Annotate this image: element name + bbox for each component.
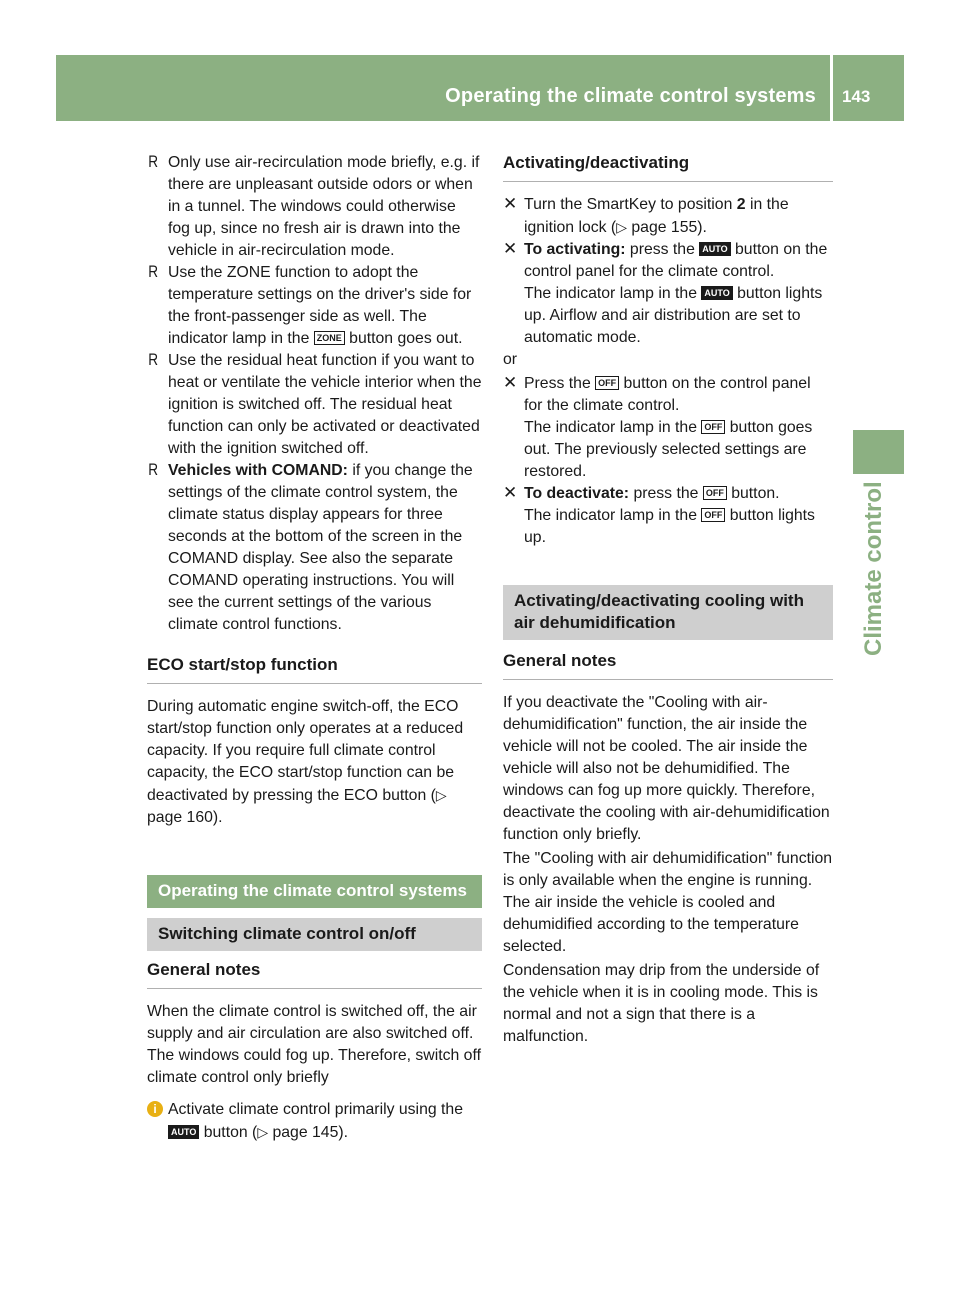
bullet-r-icon: R (148, 350, 159, 369)
activating-heading: Activating/deactivating (503, 152, 833, 182)
step-x-icon: ✕ (503, 483, 518, 502)
auto-button-icon: AUTO (701, 286, 732, 300)
eco-heading: ECO start/stop function (147, 654, 482, 684)
header-divider (830, 55, 833, 121)
general-notes-heading: General notes (503, 650, 833, 680)
off-button-icon: OFF (703, 486, 727, 500)
general-notes-paragraph: When the climate control is switched off, the air supply and air circulation are also switched off. The windows could fog up. Therefore, switch off climate control only briefly (147, 1003, 481, 1086)
auto-button-icon: AUTO (699, 242, 730, 256)
steps-list (503, 373, 833, 549)
left-column (147, 152, 482, 1144)
subsection-title: Switching climate control on/off (147, 918, 482, 951)
list-item: ✕ To deactivate: press the OFF button. The indicator lamp in the OFF button lights up. (503, 483, 815, 546)
right-column (503, 152, 833, 1050)
page-ref-link[interactable]: page 145 (272, 1124, 339, 1141)
step-x-icon: ✕ (503, 194, 518, 213)
page-ref-link[interactable]: page 155 (631, 219, 698, 236)
page-number: 143 (842, 87, 871, 106)
info-note: i Activate climate control primarily using the AUTO button (▷ page 145). (147, 1099, 482, 1144)
list-item: ✕ Press the OFF button on the control panel for the climate control. The indicator lamp in the OFF button goes out. The previously selected settings are restored. (503, 373, 813, 480)
page-ref-arrow-icon: ▷ (616, 219, 627, 235)
off-button-icon: OFF (595, 376, 619, 390)
eco-paragraph: During automatic engine switch-off, the ECO start/stop function only operates at a reduced capacity. If you require full climate control capacity, the ECO start/stop function can be deactivated by pressing the ECO button (▷ page 160). (147, 698, 464, 826)
list-item: R Use the residual heat function if you want to heat or ventilate the vehicle interior when the ignition is switched off. The residual heat function can only be activated or deactivated with the ignition switched off. (148, 350, 482, 457)
paragraph: If you deactivate the "Cooling with air-dehumidification" function, the air inside the vehicle will not be cooled. The air inside the vehicle will also not be dehumidified. The windows can fog up more quickly. Therefore, deactivate the cooling with air-dehumidification function only briefly. (503, 694, 830, 843)
off-button-icon: OFF (701, 508, 725, 522)
step-x-icon: ✕ (503, 239, 518, 258)
list-item: R Use the ZONE function to adopt the temperature settings on the driver's side for the front-passenger side as well. The indicator lamp in the ZONE button goes out. (148, 262, 472, 347)
list-item: R Only use air-recirculation mode briefly, e.g. if there are unpleasant outside odors or when in a tunnel. The windows could otherwise fog up, since no fresh air is drawn into the vehicle in air-recirculation mode. (148, 152, 480, 259)
step-x-icon: ✕ (503, 373, 518, 392)
subsection-title: Activating/deactivating cooling with air dehumidification (503, 585, 833, 640)
bullet-r-icon: R (148, 152, 159, 171)
list-item: R Vehicles with COMAND: if you change the settings of the climate control system, the climate status display appears for three seconds at the bottom of the screen in the COMAND display. See also the separate COMAND operating instructions. You will see the current settings of the various climate control functions. (148, 460, 473, 633)
list-item: ✕ Turn the SmartKey to position 2 in the ignition lock (▷ page 155). (503, 194, 789, 236)
tips-list (147, 152, 482, 636)
side-tab-marker (853, 430, 904, 474)
or-separator: or (503, 351, 518, 368)
off-button-icon: OFF (701, 420, 725, 434)
list-item: ✕ To activating: press the AUTO button on the control panel for the climate control. The indicator lamp in the AUTO button lights up. Airflow and air distribution are set to automatic mode. (503, 239, 828, 346)
bullet-r-icon: R (148, 262, 159, 281)
page-header (56, 55, 904, 121)
header-title: Operating the climate control systems (445, 85, 816, 107)
info-icon: i (147, 1101, 163, 1117)
zone-button-icon: ZONE (314, 331, 345, 345)
steps-list (503, 194, 833, 349)
paragraph: The "Cooling with air dehumidification" function is only available when the engine is running. The air inside the vehicle is cooled and dehumidified according to the temperature selected. (503, 850, 833, 955)
page-ref-arrow-icon: ▷ (435, 787, 447, 803)
general-notes-heading: General notes (147, 959, 482, 989)
page-ref-link[interactable]: page 160 (147, 809, 213, 826)
side-tab-label: Climate control (860, 481, 887, 656)
auto-button-icon: AUTO (168, 1125, 199, 1139)
bullet-r-icon: R (148, 460, 159, 479)
paragraph: Condensation may drip from the underside of the vehicle when it is in cooling mode. This is normal and not a sign that there is a malfunction. (503, 962, 820, 1045)
section-title: Operating the climate control systems (147, 875, 482, 908)
page-ref-arrow-icon: ▷ (257, 1124, 269, 1140)
